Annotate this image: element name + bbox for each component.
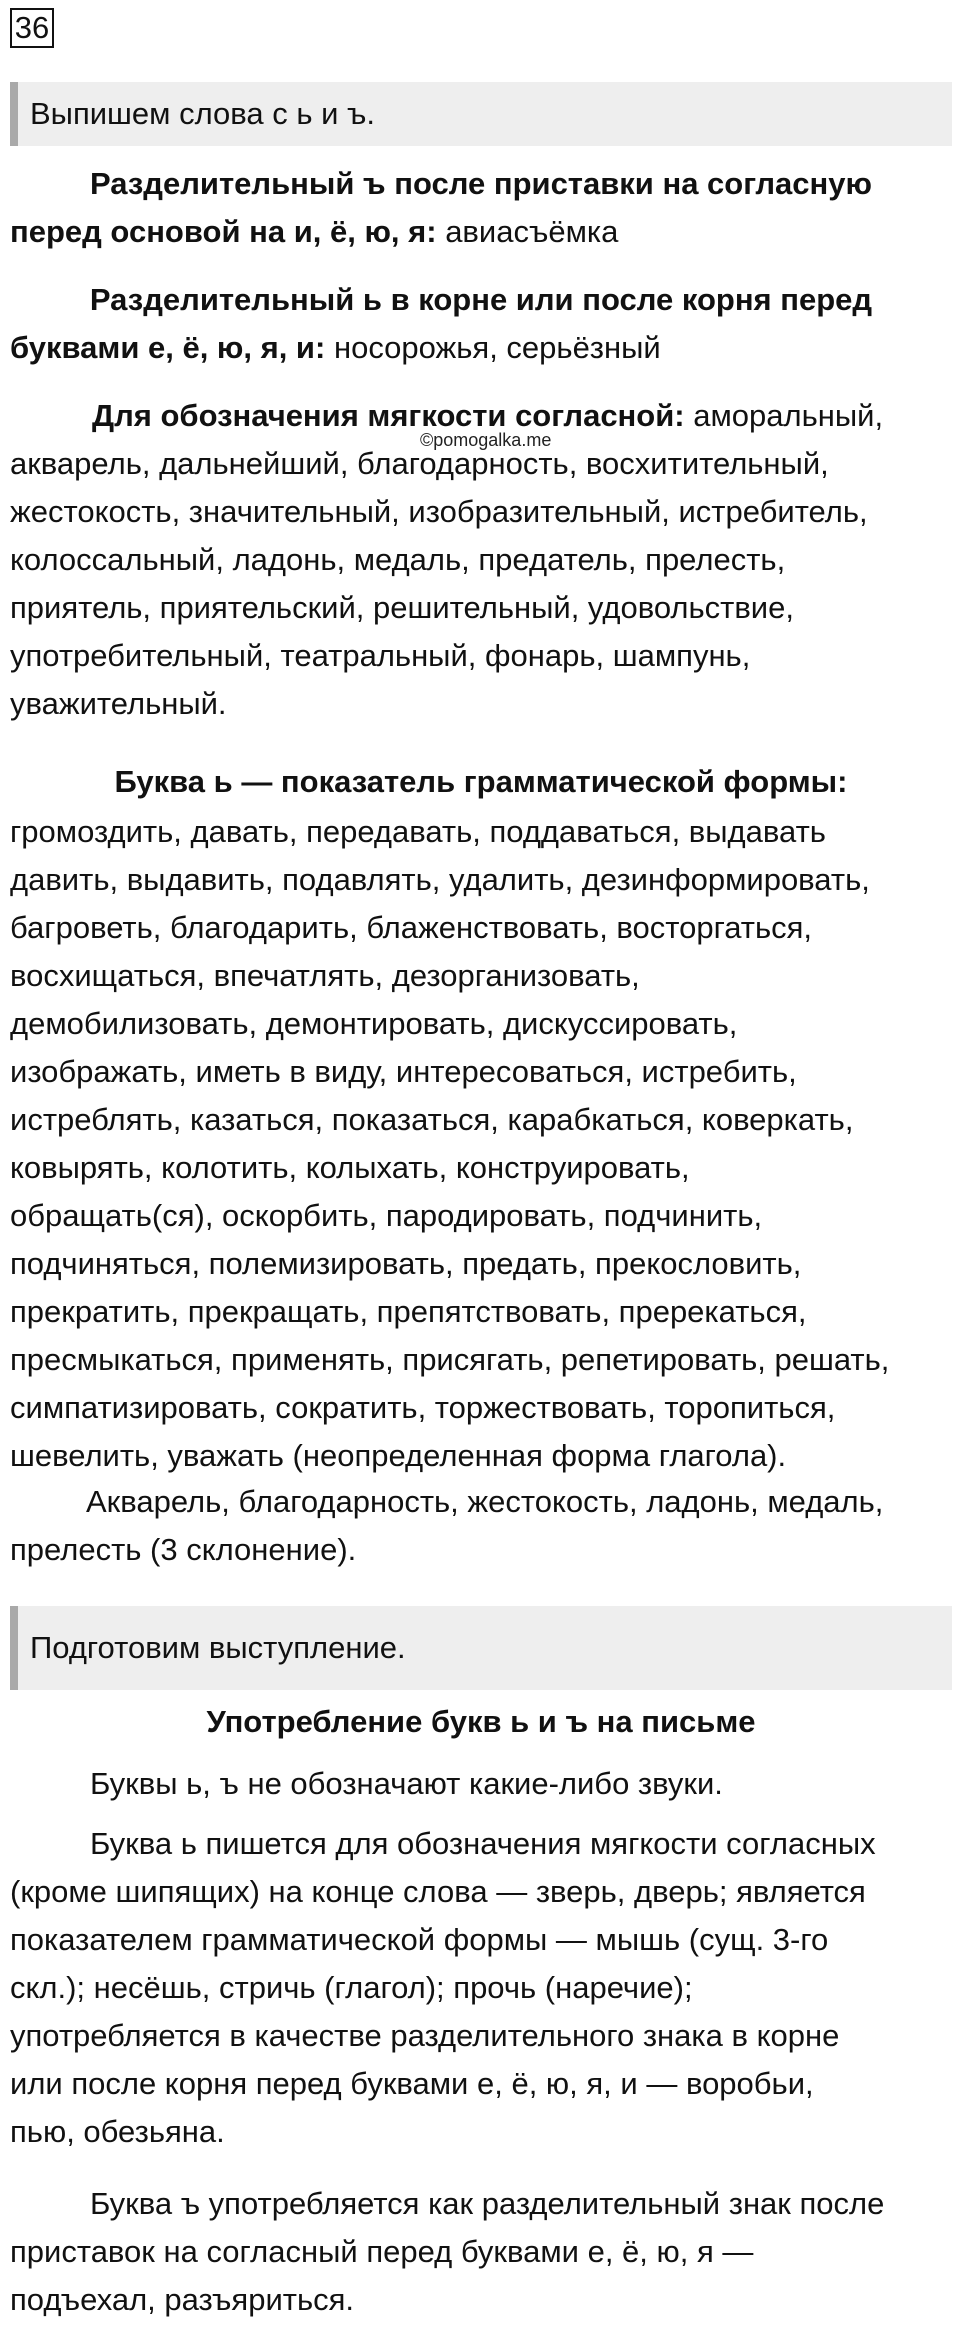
softness-list (10, 430, 952, 728)
task-header-1-text: Выпишем слова с ь и ъ. (30, 96, 376, 131)
speech-paragraph-3 (10, 2180, 952, 2324)
verb-line: подчиняться, полемизировать, предать, прекословить, (10, 1246, 802, 1281)
heading-hard-sign-cont: перед основой на и, ё, ю, я: (10, 214, 437, 249)
speech-line: скл.); несёшь, стричь (глагол); прочь (наречие); (10, 1970, 693, 2005)
speech-title: Употребление букв ь и ъ на письме (206, 1704, 756, 1739)
section-prefix (10, 160, 952, 728)
speech-line: пью, обезьяна. (10, 2114, 225, 2149)
example-soft-separator: носорожья, серьёзный (333, 330, 661, 365)
softness-line: употребительный, театральный, фонарь, шампунь, (10, 638, 751, 673)
heading-soft-separator-cont: буквами е, ё, ю, я, и: (10, 330, 326, 365)
verb-line: истреблять, казаться, показаться, карабкаться, коверкать, (10, 1102, 854, 1137)
section-speech (10, 1698, 952, 2324)
softness-line: акварель, дальнейший, благодарность, восхитительный, (10, 446, 829, 481)
verb-line: изображать, иметь в виду, интересоваться, истребить, (10, 1054, 797, 1089)
section-verbs (10, 758, 952, 1574)
example-hard-sign: авиасъёмка (445, 214, 619, 249)
speech-line: приставок на согласный перед буквами е, ё, ю, я — (10, 2234, 754, 2269)
third-declension-line-2: прелесть (3 склонение). (10, 1532, 357, 1567)
verb-line: ковырять, колотить, колыхать, конструировать, (10, 1150, 690, 1185)
softness-word-first: аморальный, (693, 398, 884, 433)
heading-hard-sign-line-2 (10, 208, 952, 256)
task-header-2-text: Подготовим выступление. (30, 1630, 406, 1665)
heading-softness: Для обозначения мягкости согласной: (92, 398, 685, 433)
heading-soft-separator-line-2 (10, 324, 952, 372)
speech-line: подъехал, разъяриться. (10, 2282, 355, 2317)
softness-line: колоссальный, ладонь, медаль, предатель, прелесть, (10, 542, 786, 577)
verb-line: восхищаться, впечатлять, дезорганизовать, (10, 958, 640, 993)
page-number: 36 (10, 8, 54, 48)
verb-line: давить, выдавить, подавлять, удалить, дезинформировать, (10, 862, 870, 897)
task-header-2 (10, 1606, 952, 1690)
verb-line: симпатизировать, сократить, торжествовать, торопиться, (10, 1390, 836, 1425)
softness-line: приятель, приятельский, решительный, удовольствие, (10, 590, 794, 625)
heading-verbs: Буква ь — показатель грамматической формы: (114, 764, 848, 799)
verb-line: пресмыкаться, применять, присягать, репетировать, решать, (10, 1342, 890, 1377)
verb-line: шевелить, уважать (неопределенная форма глагола). (10, 1438, 787, 1473)
softness-line: жестокость, значительный, изобразительный, истребитель, (10, 494, 868, 529)
verb-line: багроветь, благодарить, блаженствовать, восторгаться, (10, 910, 813, 945)
softness-line: уважительный. (10, 686, 227, 721)
speech-line: Буква ь пишется для обозначения мягкости согласных (90, 1826, 876, 1861)
speech-paragraph-2 (10, 1820, 952, 2156)
third-declension-line: Акварель, благодарность, жестокость, ладонь, медаль, (86, 1484, 884, 1519)
verb-line: обращать(ся), оскорбить, пародировать, подчинить, (10, 1198, 763, 1233)
speech-line: употребляется в качестве разделительного знака в корне (10, 2018, 840, 2053)
heading-soft-separator: Разделительный ь в корне или после корня перед (89, 282, 873, 317)
speech-line: Буква ъ употребляется как разделительный знак после (90, 2186, 885, 2221)
watermark: ©pomogalka.me (420, 430, 552, 450)
task-header-1 (10, 82, 952, 146)
verb-line: демобилизовать, демонтировать, дискуссировать, (10, 1006, 738, 1041)
speech-paragraph-1: Буквы ь, ъ не обозначают какие-либо звуки. (90, 1766, 723, 1801)
verb-line: прекратить, прекращать, препятствовать, пререкаться, (10, 1294, 807, 1329)
speech-line: показателем грамматической формы — мышь (сущ. 3-го (10, 1922, 829, 1957)
verb-line: громоздить, давать, передавать, поддаваться, выдавать (10, 814, 826, 849)
heading-hard-sign: Разделительный ъ после приставки на согласную (90, 166, 872, 201)
speech-line: или после корня перед буквами е, ё, ю, я, и — воробьи, (10, 2066, 814, 2101)
speech-line: (кроме шипящих) на конце слова — зверь, дверь; является (10, 1874, 866, 1909)
